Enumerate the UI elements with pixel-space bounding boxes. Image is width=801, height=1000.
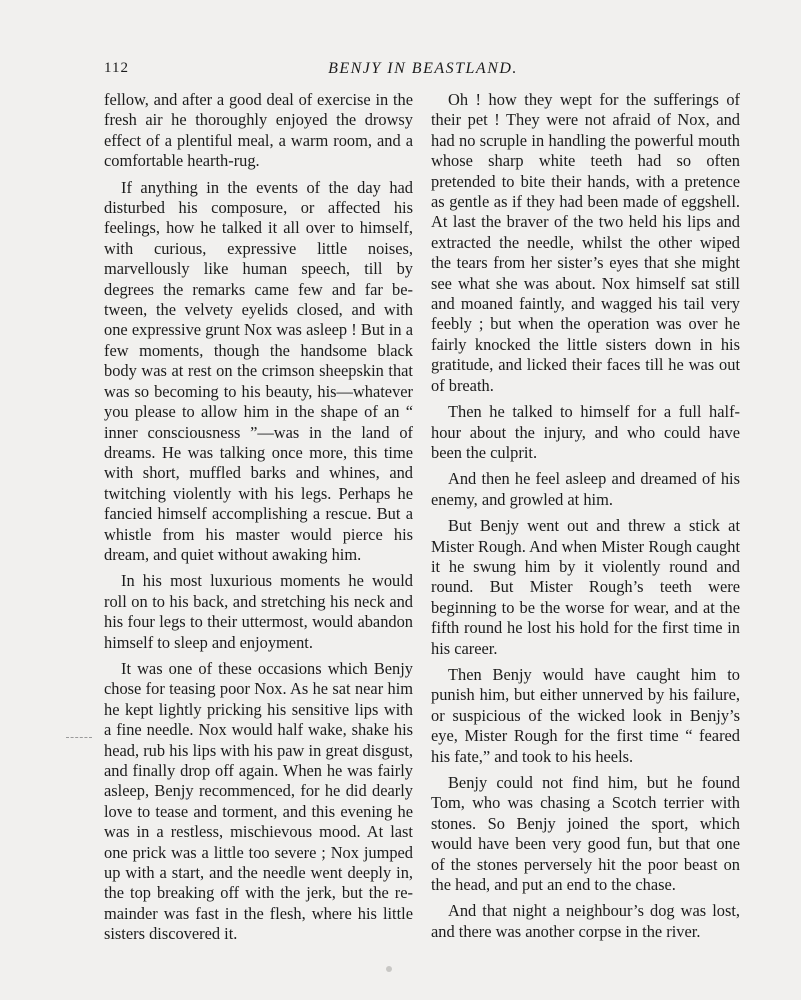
page-speck	[386, 966, 392, 972]
paragraph: If anything in the events of the day had disturbed his composure, or affected his feelings, how he talked it all over to himself, with curious, expressive little noises, marvellously like human speech, till by degrees the remarks came few and far between, the velvety eyelids closed, and with one expressive grunt Nox was asleep ! But in a few moments, though the handsome black body was at rest on the crimson sheepskin that was so becoming to his beauty, his—whatever you please to allow him in the shape of an “ inner consciousness ”—was in the land of dreams. He was talking once more, this time with short, muffled barks and whines, and twitching violently with his legs. Perhaps he fancied himself accomplishing a rescue. But a whistle from his master would pierce his dream, and quiet without awaking him.	[104, 177, 413, 564]
page-header	[104, 60, 742, 84]
paragraph: In his most luxurious moments he would roll on to his back, and stretching his neck and his four legs to their uttermost, would abandon himself to sleep and enjoyment.	[104, 571, 413, 652]
page-number: 112	[104, 60, 129, 76]
paragraph: fellow, and after a good deal of exercise in the fresh air he thoroughly enjoyed the drowsy effect of a plentiful meal, a warm room, and a comfortable hearth-rug.	[104, 90, 413, 171]
paragraph: But Benjy went out and threw a stick at Mister Rough. And when Mister Rough caught it he swung him by it violently round and round. But Mister Rough’s teeth were beginning to be the worse for wear, and at the fifth round he lost his hold for the first time in his career.	[431, 516, 740, 658]
paragraph: Then he talked to himself for a full half-hour about the injury, and who could have been the culprit.	[431, 402, 740, 462]
paragraph: And then he feel asleep and dreamed of his enemy, and growled at him.	[431, 469, 740, 509]
paragraph: And that night a neighbour’s dog was lost, and there was another corpse in the river.	[431, 901, 740, 941]
paragraph: It was one of these occasions which Benjy chose for teasing poor Nox. As he sat near him he kept lightly pricking his sensitive lips with a fine needle. Nox would half wake, shake his head, rub his lips with his paw in great disgust, and finally drop off again. When he was fairly asleep, Benjy recommenced, for he did dearly love to tease and torment, and this evening he was in a restless, mischievous mood. At last one prick was a little too severe ; Nox jumped up with a start, and the needle went deeply in, the top breaking off with the jerk, but the remainder was fast in the flesh, where his little sisters discovered it.	[104, 658, 413, 944]
margin-mark	[66, 737, 92, 738]
paragraph: Benjy could not find him, but he found Tom, who was chasing a Scotch terrier with stones. So Benjy joined the sport, which would have been very good fun, but that one of the stones perversely hit the poor beast on the head, and put an end to the chase.	[431, 773, 740, 895]
left-column	[104, 90, 413, 951]
paragraph: Then Benjy would have caught him to punish him, but either unnerved by his failure, or suspicious of the wicked look in Benjy’s eye, Mister Rough for the first time “ feared his fate,” and took to his heels.	[431, 664, 740, 766]
right-column	[431, 90, 740, 948]
running-title: BENJY IN BEASTLAND.	[328, 60, 518, 77]
paragraph: Oh ! how they wept for the sufferings of their pet ! They were not afraid of Nox, and had no scruple in handling the powerful mouth whose sharp white teeth had so often pretended to bite their hands, with a pretence as gentle as if they had been made of eggshell. At last the braver of the two held his lips and extracted the needle, whilst the other wiped the tears from her sister’s eyes that she might see what she was about. Nox himself sat still and moaned faintly, and wagged his tail very feebly ; but when the operation was over he fairly knocked the little sisters down in his gratitude, and licked their faces till he was out of breath.	[431, 90, 740, 395]
